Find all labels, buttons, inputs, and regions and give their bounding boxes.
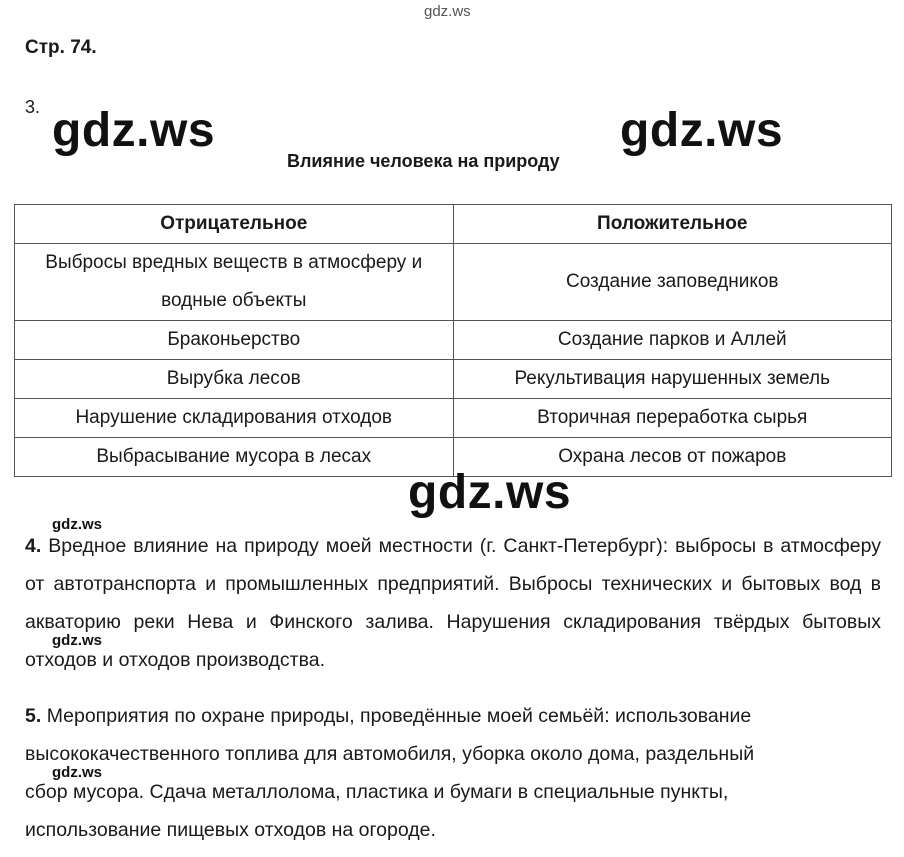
task-5-line-4: использование пищевых отходов на огороде. (25, 819, 436, 841)
task-5-line (25, 697, 881, 735)
watermark-large: gdz.ws (620, 104, 784, 157)
table-row (15, 360, 892, 399)
watermark-small: gdz.ws (52, 764, 103, 781)
cell-positive: Охрана лесов от пожаров (453, 438, 892, 477)
task-4-text: Вредное влияние на природу моей местности (г. Санкт-Петербург): выбросы в атмосферу от автотранспорта и промышленных предприятий. Выбросы технических и бытовых вод в акваторию реки Нева и Финского залива. Нарушения складирования твёрдых бытовых отходов и отходов производства. (25, 535, 882, 671)
header-positive: Положительное (453, 205, 892, 244)
cell-positive: Создание парков и Аллей (453, 321, 892, 360)
watermark-large: gdz.ws (408, 466, 572, 519)
table-header-row (15, 205, 892, 244)
task-4-number: 4. (25, 535, 42, 557)
task-5-paragraph (25, 697, 881, 849)
cell-positive: Создание заповедников (453, 244, 892, 321)
watermark-top: gdz.ws (424, 3, 471, 20)
cell-positive: Рекультивация нарушенных земель (453, 360, 892, 399)
header-negative: Отрицательное (15, 205, 454, 244)
table-title: Влияние человека на природу (287, 151, 560, 171)
cell-negative: Выбросы вредных веществ в атмосферу и водные объекты (15, 244, 454, 321)
watermark-large: gdz.ws (52, 104, 216, 157)
table-row (15, 244, 892, 321)
task-4-paragraph (25, 527, 881, 679)
page-reference: Стр. 74. (25, 37, 97, 58)
impact-table (14, 204, 892, 477)
cell-negative: Вырубка лесов (15, 360, 454, 399)
watermark-small: gdz.ws (52, 516, 103, 533)
table-row (15, 399, 892, 438)
cell-negative: Браконьерство (15, 321, 454, 360)
task-5-number: 5. (25, 705, 42, 727)
task-5-line-2: высококачественного топлива для автомобиля, уборка около дома, раздельный (25, 743, 755, 765)
cell-positive: Вторичная переработка сырья (453, 399, 892, 438)
cell-negative: Выбрасывание мусора в лесах (15, 438, 454, 477)
task-5-line-3: сбор мусора. Сдача металлолома, пластика и бумаги в специальные пункты, (25, 781, 729, 803)
table-row (15, 321, 892, 360)
watermark-small: gdz.ws (52, 632, 103, 649)
task-3-number: 3. (25, 97, 41, 117)
cell-negative: Нарушение складирования отходов (15, 399, 454, 438)
task-5-line-1: Мероприятия по охране природы, проведённые моей семьёй: использование (46, 705, 752, 727)
